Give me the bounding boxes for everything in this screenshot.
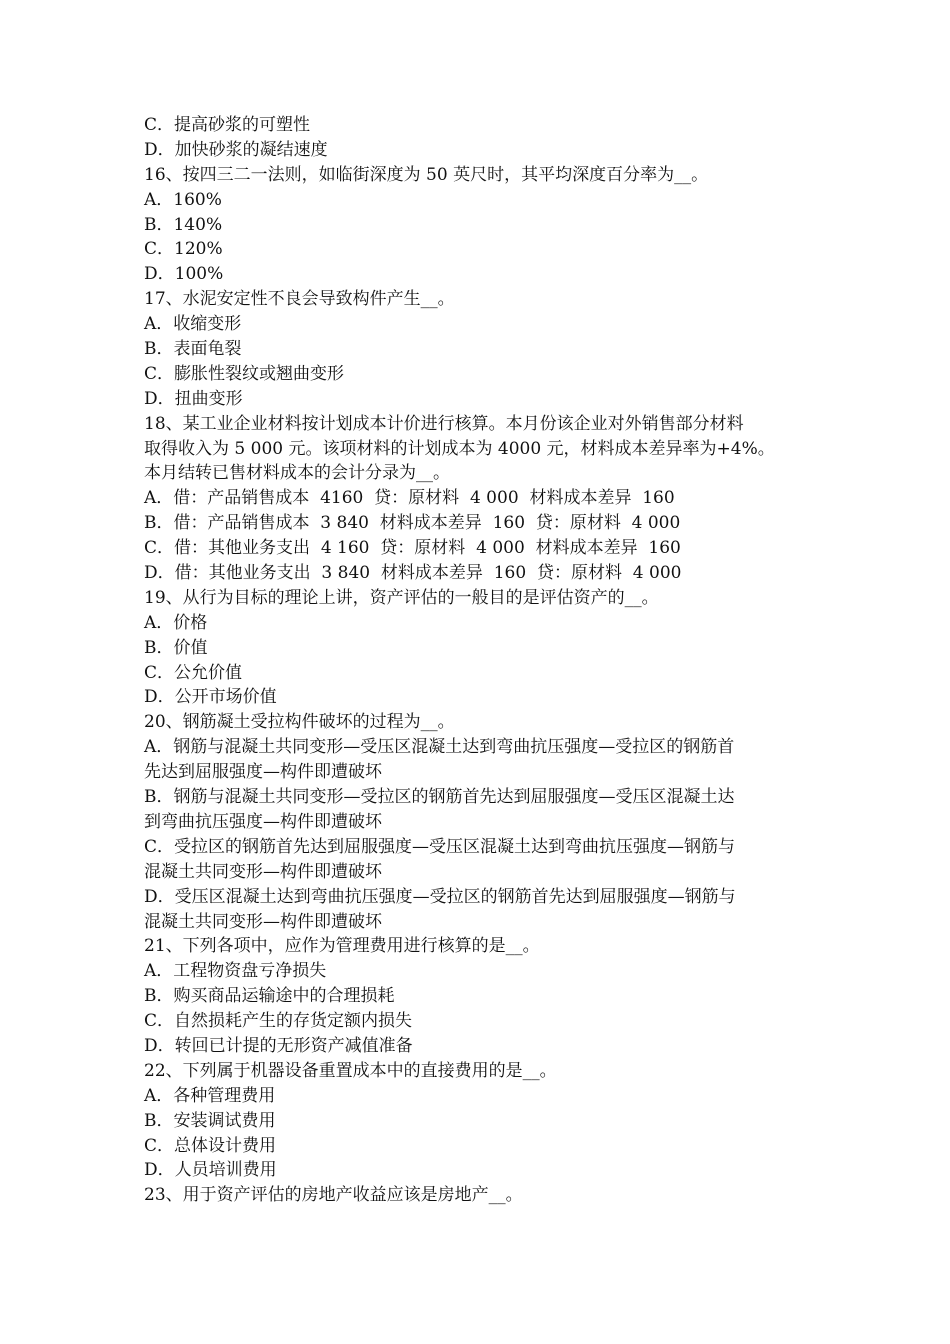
text-line: D．扭曲变形 — [144, 388, 243, 409]
text-line: A．借：产品销售成本 4160 贷：原材料 4 000 材料成本差异 160 — [144, 488, 675, 509]
text-line: A．各种管理费用 — [144, 1085, 276, 1106]
text-line: C．膨胀性裂纹或翘曲变形 — [144, 363, 345, 384]
text-line: B．购买商品运输途中的合理损耗 — [144, 986, 395, 1007]
text-line: A．价格 — [144, 612, 208, 633]
text-line: D．转回已计提的无形资产减值准备 — [144, 1035, 413, 1056]
text-line: A．160% — [144, 189, 222, 210]
text-line: C．120% — [144, 239, 223, 260]
text-line: 22、下列属于机器设备重置成本中的直接费用的是__。 — [144, 1060, 557, 1081]
text-line: A．工程物资盘亏净损失 — [144, 961, 327, 982]
text-line: 21、下列各项中，应作为管理费用进行核算的是__。 — [144, 936, 540, 957]
text-line: 混凝土共同变形—构件即遭破坏 — [144, 911, 382, 932]
text-line: B．借：产品销售成本 3 840 材料成本差异 160 贷：原材料 4 000 — [144, 513, 681, 534]
text-line: D．借：其他业务支出 3 840 材料成本差异 160 贷：原材料 4 000 — [144, 563, 682, 584]
text-line: 先达到屈服强度—构件即遭破坏 — [144, 762, 382, 783]
text-line: 本月结转已售材料成本的会计分录为__。 — [144, 463, 450, 484]
text-line: 20、钢筋凝土受拉构件破坏的过程为__。 — [144, 712, 455, 733]
text-line: B．140% — [144, 214, 223, 235]
text-line: C．自然损耗产生的存货定额内损失 — [144, 1011, 413, 1032]
text-line: C．受拉区的钢筋首先达到屈服强度—受压区混凝土达到弯曲抗压强度—钢筋与 — [144, 836, 736, 857]
text-line: A．钢筋与混凝土共同变形—受压区混凝土达到弯曲抗压强度—受拉区的钢筋首 — [144, 737, 735, 758]
document-page — [144, 113, 824, 1208]
text-line: A．收缩变形 — [144, 314, 242, 335]
text-line: D．公开市场价值 — [144, 687, 277, 708]
text-line: B．表面龟裂 — [144, 339, 242, 360]
text-line: 17、水泥安定性不良会导致构件产生__。 — [144, 289, 455, 310]
text-line: C．提高砂浆的可塑性 — [144, 115, 311, 135]
text-line: C．借：其他业务支出 4 160 贷：原材料 4 000 材料成本差异 160 — [144, 538, 681, 559]
text-line: C．公允价值 — [144, 662, 243, 683]
text-line: 23、用于资产评估的房地产收益应该是房地产__。 — [144, 1185, 523, 1206]
text-line: 19、从行为目标的理论上讲，资产评估的一般目的是评估资产的__。 — [144, 587, 659, 608]
text-line: D．100% — [144, 264, 224, 285]
text-line: 取得收入为 5 000 元。该项材料的计划成本为 4000 元，材料成本差异率为+4%。 — [144, 438, 775, 459]
text-line: 混凝土共同变形—构件即遭破坏 — [144, 861, 382, 882]
text-line: D．加快砂浆的凝结速度 — [144, 139, 328, 160]
text-line: D．人员培训费用 — [144, 1160, 277, 1181]
text-line: B．安装调试费用 — [144, 1110, 276, 1131]
text-line: B．价值 — [144, 637, 208, 658]
text-line: B．钢筋与混凝土共同变形—受拉区的钢筋首先达到屈服强度—受压区混凝土达 — [144, 787, 735, 808]
text-line: D．受压区混凝土达到弯曲抗压强度—受拉区的钢筋首先达到屈服强度—钢筋与 — [144, 886, 736, 907]
text-line: C．总体设计费用 — [144, 1135, 277, 1156]
text-line: 到弯曲抗压强度—构件即遭破坏 — [144, 811, 382, 832]
text-line: 16、按四三二一法则，如临街深度为 50 英尺时，其平均深度百分率为__。 — [144, 164, 709, 185]
text-line: 18、某工业企业材料按计划成本计价进行核算。本月份该企业对外销售部分材料 — [144, 413, 744, 434]
